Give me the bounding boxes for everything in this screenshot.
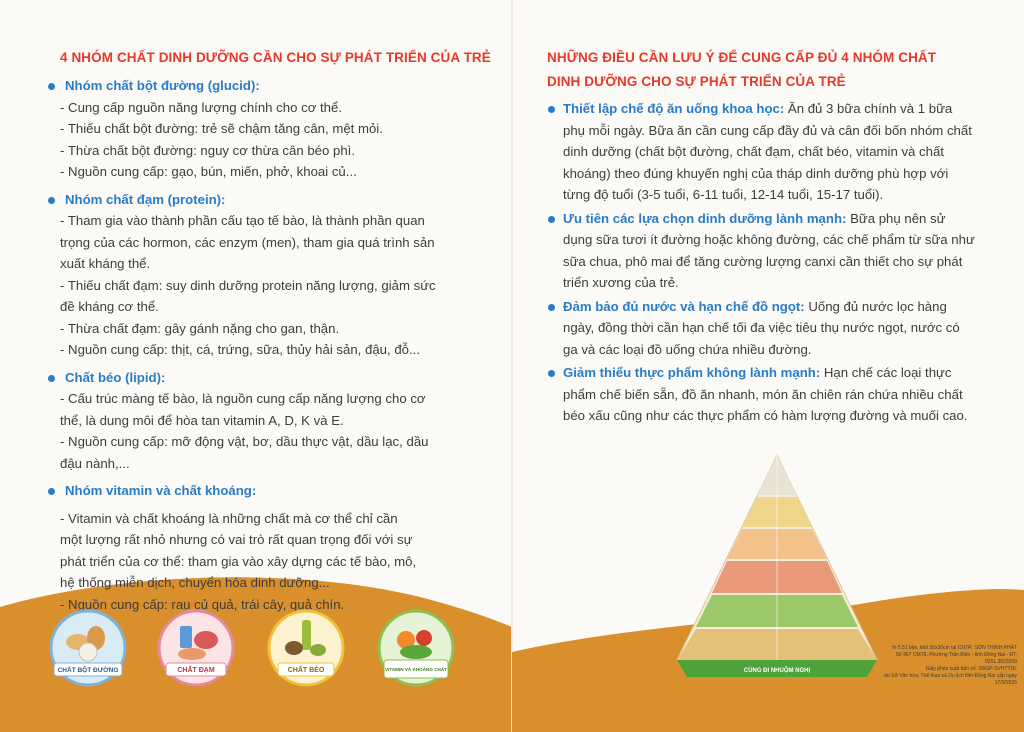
text-line: đề kháng cơ thể. [60,299,159,314]
bullet-icon [48,375,55,382]
badge-carbohydrate-label: CHẤT BỘT ĐƯỜNG [57,667,119,674]
tip-item: Thiết lập chế độ ăn uống khoa học: Ăn đủ 3 bữa chính và 1 bữa phụ mỗi ngày. Bữa ăn cần cung cấp đầy đủ và cân đối bốn nhóm chất dinh dưỡng (chất bột đường, chất đạm, chất béo, vitamin và chất khoáng) theo đúng khuyến nghị của tháp dinh dưỡng phù hợp với từng độ tuổi (3-5 tuổi, 6-11 tuổi, 12-14 tuổi, 15-17 tuổi). [548,98,976,206]
text-line: đậu nành,... [60,455,130,471]
section-heading-lipid: Chất béo (lipid): [48,367,498,389]
right-title [547,46,936,94]
text-line: - Thiếu chất bột đường: trẻ sẽ chậm tăng cân, mệt mỏi. [60,121,383,136]
text-line: một lượng rất nhỏ nhưng có vai trò rất quan trọng đối với sự [60,532,413,547]
right-title-line2: DINH DƯỠNG CHO SỰ PHÁT TRIỂN CỦA TRẺ [547,74,846,89]
tip-item: Giảm thiểu thực phẩm không lành mạnh: Hạn chế các loại thực phẩm chế biến sẵn, đồ ăn nhanh, món ăn chiên rán chứa nhiều chất béo xấu cũng như các thực phẩm có hàm lượng đường và muối cao. [548,362,976,427]
text-line: - Cấu trúc màng tế bào, là nguồn cung cấp năng lượng cho cơ [60,391,426,406]
text-line: - Nguồn cung cấp: mỡ động vật, bơ, dầu thực vật, dầu lạc, dầu [60,434,429,449]
text-line: - Tham gia vào thành phần cấu tạo tế bào, là thành phần quan [60,213,425,228]
text-line: - Nguồn cung cấp: rau củ quả, trái cây, quả chín. [60,596,345,612]
bullet-icon [48,488,55,495]
text-line: phát triển của cơ thể: tham gia vào xây dựng các tế bào, mô, [60,553,417,569]
bullet-icon [48,197,55,204]
imprint-line: do Sở Văn hóa, Thể thao và Du lịch tỉnh Đồng Nai cấp ngày 17/9/2025 [884,673,1017,686]
food-pyramid-illustration [672,455,882,695]
text-line: - Nguồn cung cấp: thịt, cá, trứng, sữa, thủy hải sản, đậu, đỗ... [60,342,421,357]
imprint-line: Giấy phép xuất bản số: 28/GP-SVHTTDL [925,666,1017,672]
badge-protein-label: CHẤT ĐẠM [177,667,215,674]
section-heading-glucid: Nhóm chất bột đường (glucid): [48,75,498,97]
imprint-line: Số 367 CMT8, Phường Trấn Biên - tỉnh Đồng Nai - ĐT: 0251.3823268 [895,652,1017,665]
bullet-icon [548,370,555,377]
badge-vitamin-label: VITAMIN VÀ KHOÁNG CHẤT [385,667,447,672]
right-title-line1: NHỮNG ĐIỀU CẦN LƯU Ý ĐỂ CUNG CẤP ĐỦ 4 NHÓM CHẤT [547,50,937,65]
publication-imprint [867,645,1017,687]
bullet-icon [548,304,555,311]
text-line: - Nguồn cung cấp: gạo, bún, miến, phở, khoai củ... [60,164,357,179]
tip-item: Ưu tiên các lựa chọn dinh dưỡng lành mạnh: Bữa phụ nên sử dụng sữa tươi ít đường hoặc không đường, các chế phẩm từ sữa như sữa chua, phô mai để tăng cường lượng canxi cần thiết cho sự phát triển xương của trẻ. [548,208,976,294]
left-title: 4 NHÓM CHẤT DINH DƯỠNG CẦN CHO SỰ PHÁT TRIỂN CỦA TRẺ [60,50,491,65]
text-line: - Vitamin và chất khoáng là những chất mà cơ thể chỉ cần [60,510,398,526]
text-line: hệ thống miễn dịch, chuyển hóa dinh dưỡng... [60,575,330,590]
bullet-icon [48,83,55,90]
text-line: - Thừa chất đạm: gây gánh nặng cho gan, thận. [60,320,340,336]
nutrition-badges [48,608,468,688]
badge-fat [266,608,346,688]
tip-item: Đảm bảo đủ nước và hạn chế đồ ngọt: Uống đủ nước lọc hàng ngày, đồng thời cần hạn chế tối đa việc tiêu thụ nước ngọt, nước có ga và các loại đồ uống chứa nhiều đường. [548,296,976,361]
section-heading-protein: Nhóm chất đạm (protein): [48,189,498,211]
text-line: trọng của các hormon, các enzym (men), tham gia quá trình sản [60,234,435,250]
badge-carbohydrate [48,608,128,688]
imprint-line: In 5.51 bản, khổ 30x30cm tại CNTR. SƠN THỊNH PHÁT [892,645,1017,651]
right-content [548,98,976,429]
text-line: xuất kháng thể. [60,256,151,271]
section-heading-vitamin: Nhóm vitamin và chất khoáng: [48,480,498,502]
left-content [48,75,498,615]
badge-vitamin [376,608,456,688]
text-line: - Thiếu chất đạm: suy dinh dưỡng protein năng lượng, giảm sức [60,277,436,293]
bullet-icon [548,216,555,223]
text-line: - Cung cấp nguồn năng lượng chính cho cơ thể. [60,99,342,115]
right-page [512,0,1024,732]
text-line: thể, là dung môi để hòa tan vitamin A, D, K và E. [60,412,344,428]
badge-fat-label: CHẤT BÉO [287,667,325,674]
bullet-icon [548,106,555,113]
badge-protein [156,608,236,688]
pyramid-caption: CÙNG ĐI NHUỘM NGHỊ [743,668,811,674]
text-line: - Thừa chất bột đường: nguy cơ thừa cân béo phì. [60,142,356,158]
